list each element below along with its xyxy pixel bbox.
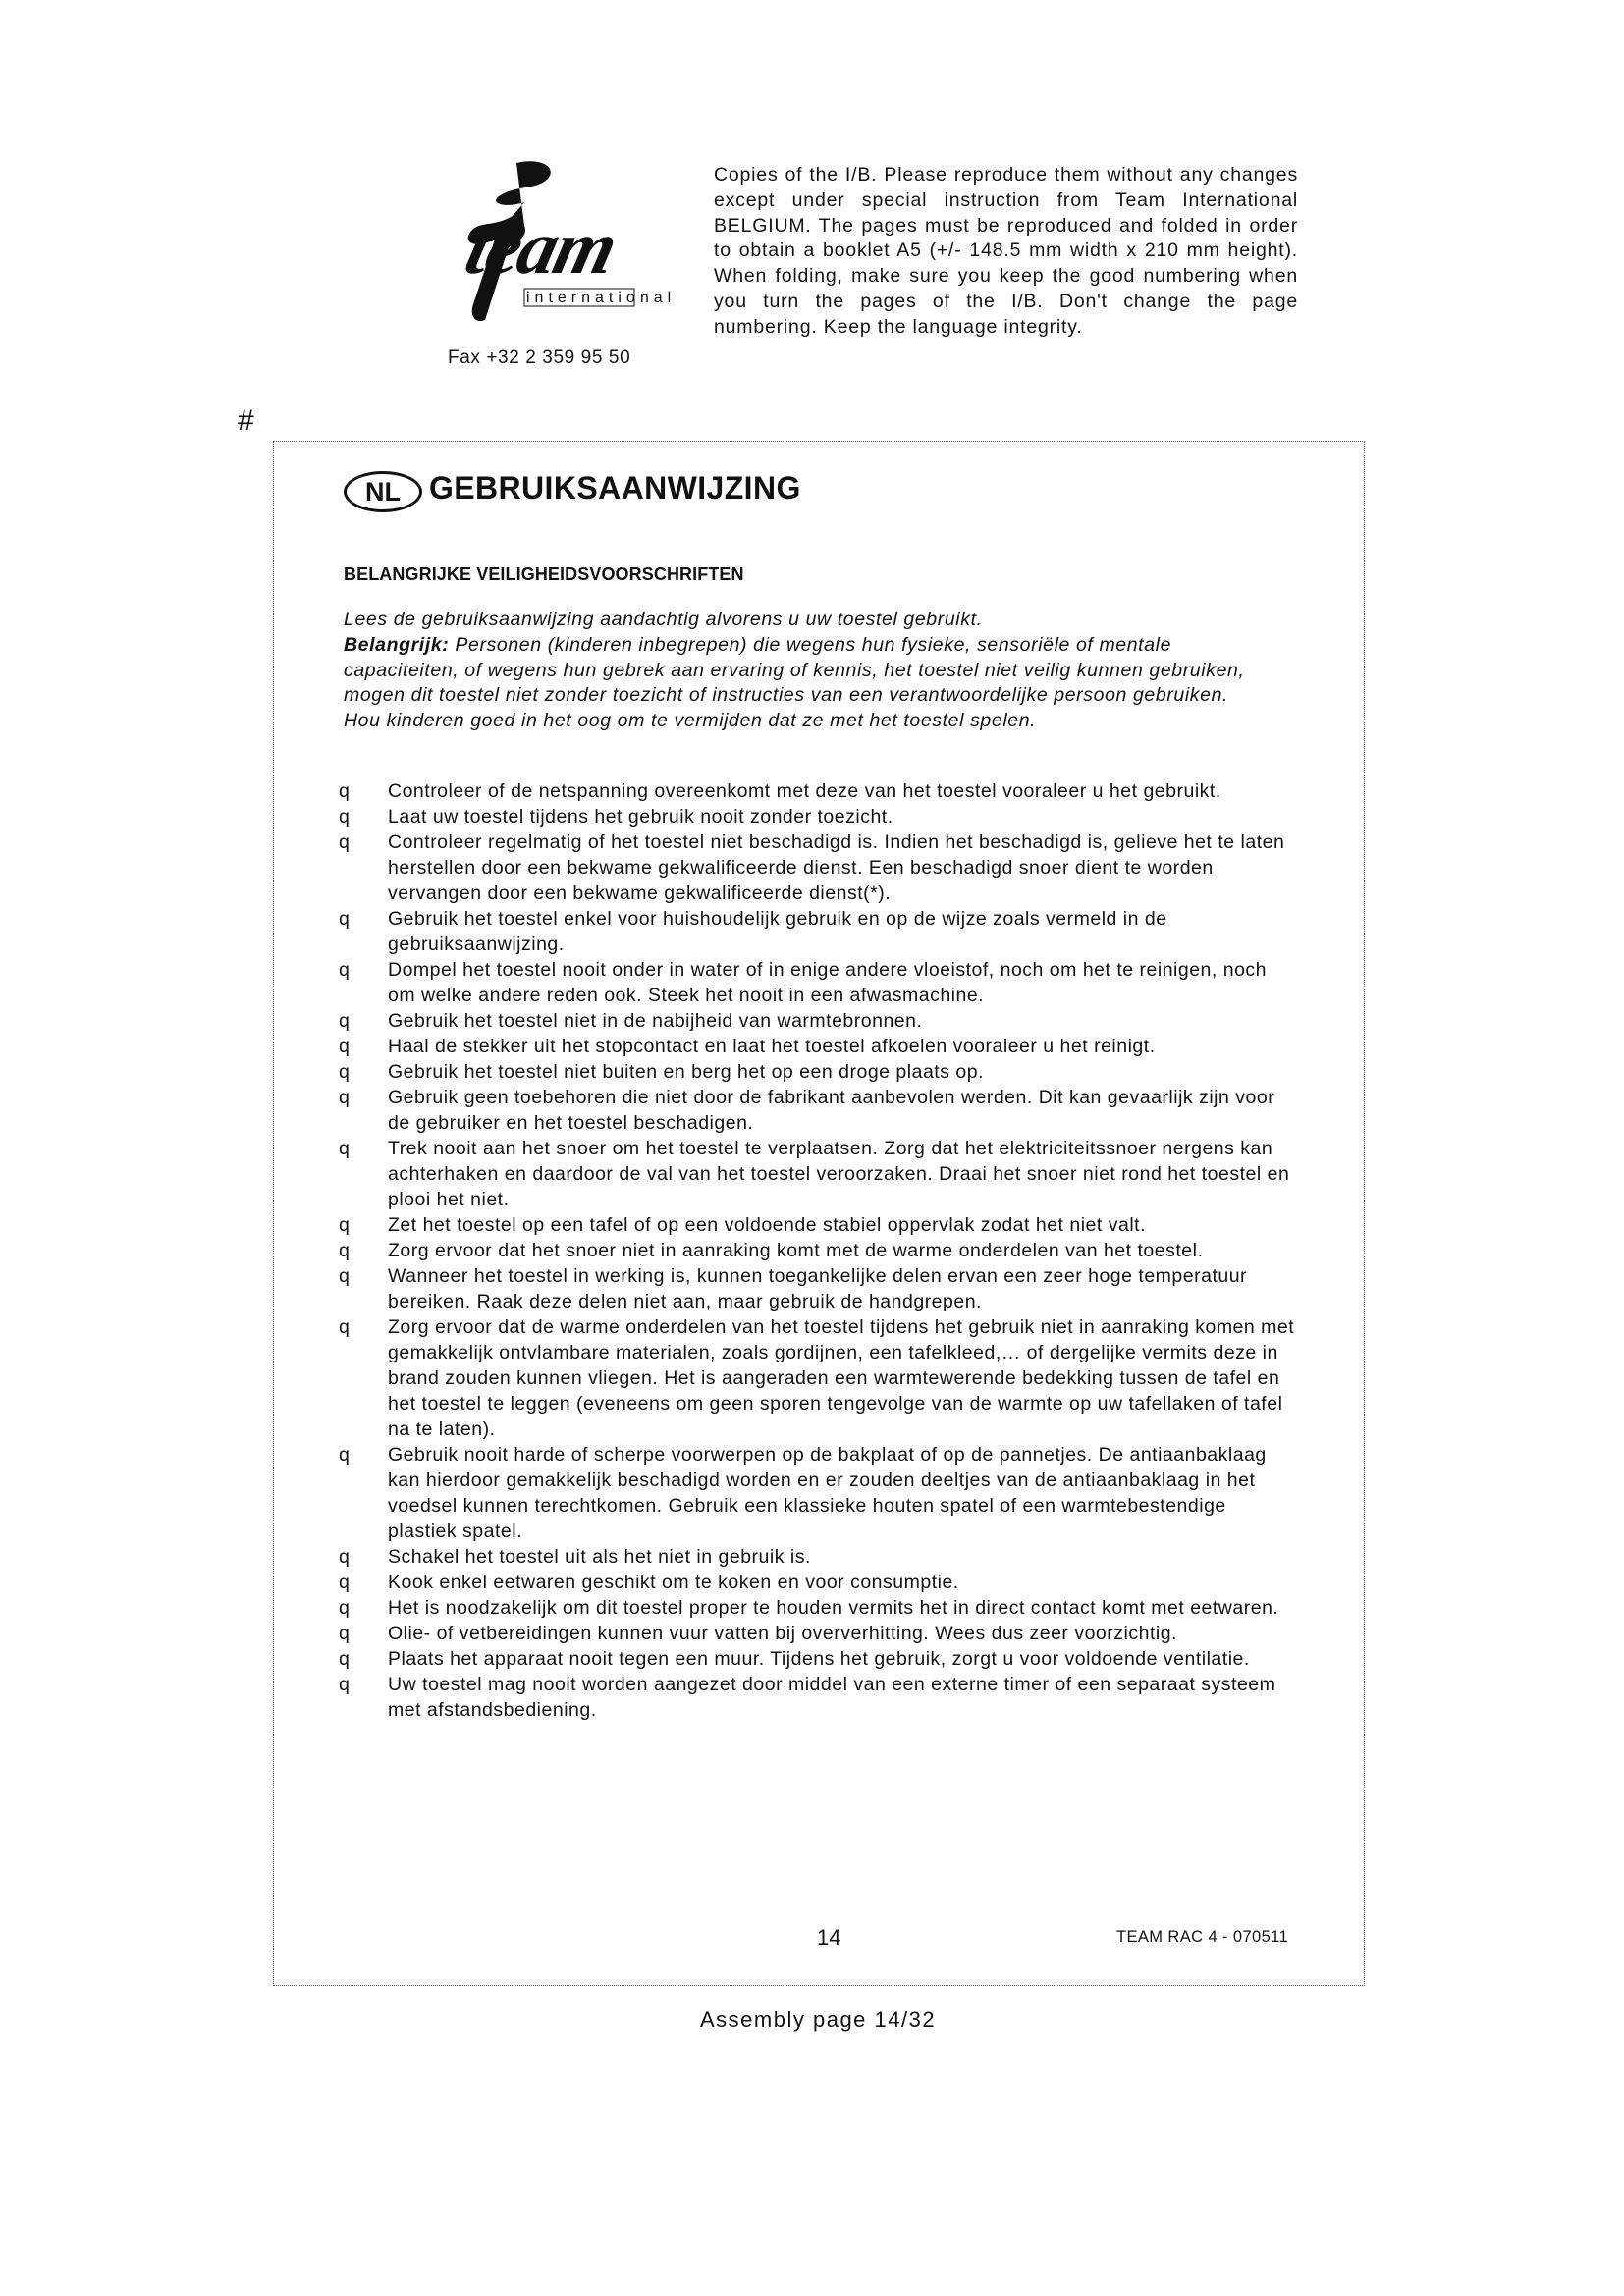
warning-item: [339, 1059, 1296, 1085]
warning-text: Gebruik geen toebehoren die niet door de fabrikant aanbevolen werden. Dit kan gevaarlijk zijn voor de gebruiker en het toestel beschadigen.: [388, 1087, 1275, 1134]
warning-text: Zet het toestel op een tafel of op een voldoende stabiel oppervlak zodat het niet valt.: [388, 1214, 1146, 1236]
bullet-glyph: q: [339, 1087, 351, 1108]
warning-item: [339, 1595, 1296, 1621]
logo-graphic: [430, 157, 677, 334]
warning-item: [339, 1263, 1296, 1314]
bullet-glyph: q: [339, 1214, 351, 1236]
bullet-glyph: q: [339, 1265, 351, 1287]
warning-text: Zorg ervoor dat het snoer niet in aanraking komt met de warme onderdelen van het toestel.: [388, 1240, 1204, 1261]
warning-text: Gebruik het toestel niet in de nabijheid van warmtebronnen.: [388, 1010, 923, 1032]
warning-item: [339, 906, 1296, 957]
bullet-glyph: q: [339, 1138, 351, 1159]
copies-instructions: Copies of the I/B. Please reproduce them without any changes except under special instruction from Team International BELGIUM. The pages must be reproduced and folded in order to obtain a booklet A5 (+/- 148.5 mm width x 210 mm height). When folding, make sure you keep the good numbering when you turn the pages of the I/B. Don't change the page numbering. Keep the language integrity.: [714, 164, 1298, 338]
page-title: GEBRUIKSAANWIJZING: [429, 470, 801, 506]
warning-text: Plaats het apparaat nooit tegen een muur. Tijdens het gebruik, zorgt u voor voldoende ventilatie.: [388, 1648, 1250, 1670]
bullet-glyph: q: [339, 1444, 351, 1466]
warning-item: [339, 957, 1296, 1008]
logo-subtitle: international: [526, 290, 677, 306]
hash-mark: #: [238, 404, 254, 437]
warning-text: Laat uw toestel tijdens het gebruik nooit zonder toezicht.: [388, 806, 893, 828]
warning-text: Uw toestel mag nooit worden aangezet door middel van een externe timer of een separaat systeem met afstandsbediening.: [388, 1674, 1276, 1721]
warning-text: Het is noodzakelijk om dit toestel proper te houden vermits het in direct contact komt met eetwaren.: [388, 1597, 1279, 1619]
warning-text: Controleer of de netspanning overeenkomt met deze van het toestel vooraleer u het gebruikt.: [388, 780, 1221, 802]
section-heading: BELANGRIJKE VEILIGHEIDSVOORSCHRIFTEN: [344, 564, 744, 584]
warning-text: Trek nooit aan het snoer om het toestel te verplaatsen. Zorg dat het elektriciteitssnoer nergens kan achterhaken en daardoor de val van het toestel veroorzaken. Draai het snoer niet rond het toestel en plooi het niet.: [388, 1138, 1290, 1210]
warning-text: Schakel het toestel uit als het niet in gebruik is.: [388, 1546, 811, 1568]
warning-item: [339, 1672, 1296, 1723]
warning-item: [339, 1034, 1296, 1059]
warning-item: [339, 1646, 1296, 1672]
bullet-glyph: q: [339, 959, 351, 981]
bullet-glyph: q: [339, 1036, 351, 1057]
bullet-glyph: q: [339, 1572, 351, 1593]
safety-warnings-list: [339, 778, 1296, 1723]
warning-item: [339, 1621, 1296, 1646]
bullet-glyph: q: [339, 780, 351, 802]
bullet-glyph: q: [339, 1061, 351, 1083]
warning-item: [339, 1544, 1296, 1570]
bullet-glyph: q: [339, 806, 351, 828]
important-paragraph: [344, 633, 1257, 734]
bullet-glyph: q: [339, 1597, 351, 1619]
warning-text: Olie- of vetbereidingen kunnen vuur vatten bij oververhitting. Wees dus zeer voorzichtig.: [388, 1623, 1177, 1644]
warning-item: [339, 804, 1296, 829]
bullet-glyph: q: [339, 908, 351, 930]
important-text: Personen (kinderen inbegrepen) die wegens hun fysieke, sensoriële of mentale capaciteiten, of wegens hun gebrek aan ervaring of kennis, het toestel niet veilig kunnen gebruiken, mogen dit toestel niet zonder toezicht of instructies van een verantwoordelijke persoon gebruiken. Hou kinderen goed in het oog om te vermijden dat ze met het toestel spelen.: [344, 633, 1245, 732]
warning-item: [339, 1008, 1296, 1034]
warning-item: [339, 1136, 1296, 1212]
warning-item: [339, 778, 1296, 804]
document-reference: TEAM RAC 4 - 070511: [1116, 1928, 1289, 1946]
intro-line: Lees de gebruiksaanwijzing aandachtig alvorens u uw toestel gebruikt.: [344, 609, 983, 630]
bullet-glyph: q: [339, 1648, 351, 1670]
bullet-glyph: q: [339, 1546, 351, 1568]
intro-block: [344, 608, 1257, 734]
bullet-glyph: q: [339, 1674, 351, 1695]
assembly-page-label: Assembly page 14/32: [700, 2007, 937, 2032]
bullet-glyph: q: [339, 1623, 351, 1644]
warning-text: Gebruik nooit harde of scherpe voorwerpen op de bakplaat of op de pannetjes. De antiaanbaklaag kan hierdoor gemakkelijk beschadigd worden en er zouden deeltjes van de antiaanbaklaag in het voedsel kunnen terechtkomen. Gebruik een klassieke houten spatel of een warmtebestendige plastiek spatel.: [388, 1444, 1267, 1542]
bullet-glyph: q: [339, 1240, 351, 1261]
warning-text: Kook enkel eetwaren geschikt om te koken en voor consumptie.: [388, 1572, 959, 1593]
warning-text: Gebruik het toestel enkel voor huishoudelijk gebruik en op de wijze zoals vermeld in de gebruiksaanwijzing.: [388, 908, 1167, 955]
warning-item: [339, 1085, 1296, 1136]
warning-item: [339, 1238, 1296, 1263]
warning-text: Dompel het toestel nooit onder in water of in enige andere vloeistof, noch om het te reinigen, noch om welke andere reden ook. Steek het nooit in een afwasmachine.: [388, 959, 1268, 1006]
warning-item: [339, 1442, 1296, 1544]
warning-item: [339, 1212, 1296, 1238]
bullet-glyph: q: [339, 831, 351, 853]
team-international-logo: [430, 157, 677, 334]
fax-number: Fax +32 2 359 95 50: [448, 347, 631, 368]
warning-text: Gebruik het toestel niet buiten en berg het op een droge plaats op.: [388, 1061, 984, 1083]
warning-item: [339, 1570, 1296, 1595]
important-label: Belangrijk:: [344, 633, 450, 656]
language-badge: NL: [344, 471, 422, 512]
logo-wordmark: team: [458, 205, 624, 291]
warning-item: [339, 1314, 1296, 1442]
warning-text: Zorg ervoor dat de warme onderdelen van het toestel tijdens het gebruik niet in aanraking komen met gemakkelijk ontvlambare materialen, zoals gordijnen, een tafelkleed,… of dergelijke vermits deze in brand zouden kunnen vliegen. Het is aangeraden een warmtewerende bedekking tussen de tafel en het toestel te leggen (eveneens om geen sporen tengevolge van de warmte op uw tafellaken of tafel na te laten).: [388, 1316, 1295, 1440]
warning-text: Haal de stekker uit het stopcontact en laat het toestel afkoelen vooraleer u het reinigt.: [388, 1036, 1156, 1057]
warning-text: Wanneer het toestel in werking is, kunnen toegankelijke delen ervan een zeer hoge temperatuur bereiken. Raak deze delen niet aan, maar gebruik de handgrepen.: [388, 1265, 1248, 1312]
warning-text: Controleer regelmatig of het toestel niet beschadigd is. Indien het beschadigd is, gelieve het te laten herstellen door een bekwame gekwalificeerde dienst. Een beschadigd snoer dient te worden vervangen door een bekwame gekwalificeerde dienst(*).: [388, 831, 1285, 904]
bullet-glyph: q: [339, 1316, 351, 1338]
bullet-glyph: q: [339, 1010, 351, 1032]
page-number: 14: [817, 1925, 841, 1949]
warning-item: [339, 829, 1296, 906]
